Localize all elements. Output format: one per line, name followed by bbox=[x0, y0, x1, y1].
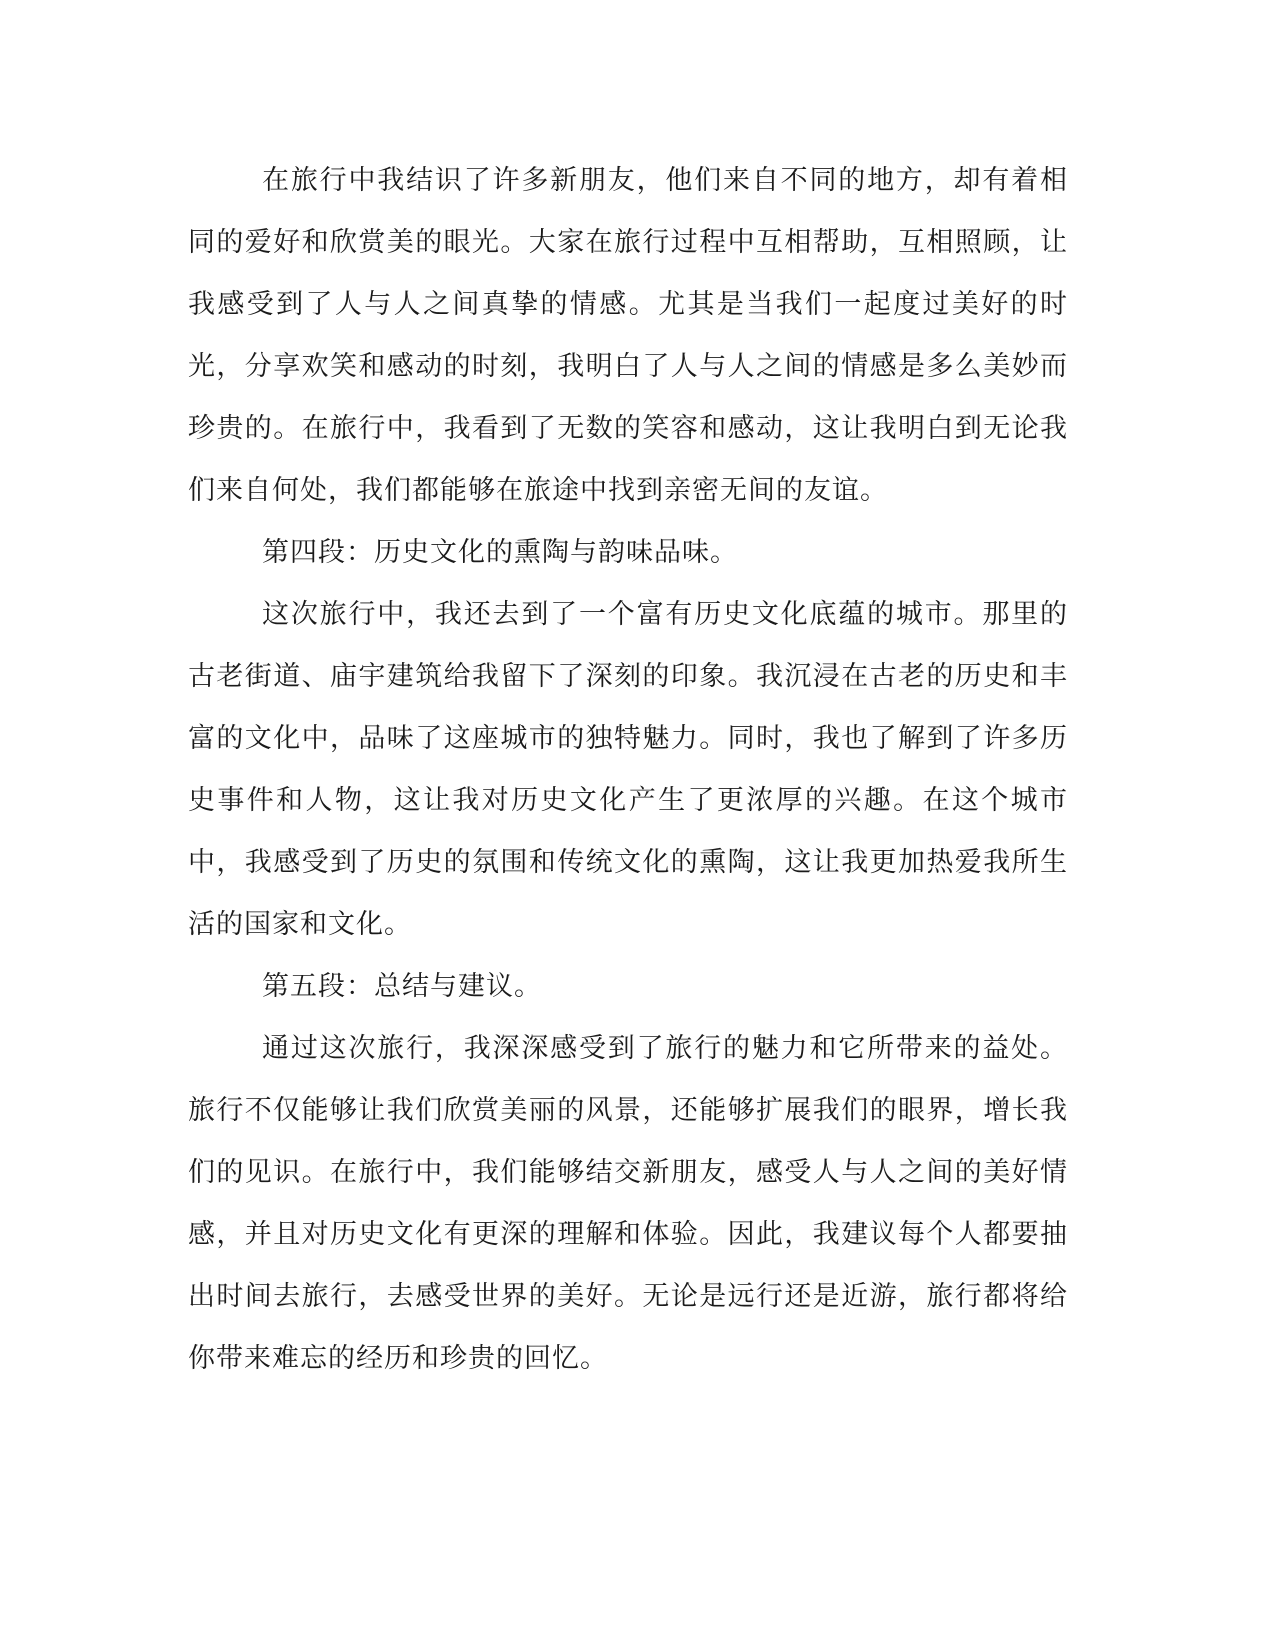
section-heading-four: 第四段：历史文化的熏陶与韵味品味。 bbox=[262, 537, 738, 568]
paragraph-history-culture: 这次旅行中，我还去到了一个富有历史文化底蕴的城市。那里的古老街道、庙宇建筑给我留下了深刻的印象。我沉浸在古老的历史和丰富的文化中，品味了这座城市的独特魅力。同时，我也了解到了许多历史事件和人物，这让我对历史文化产生了更浓厚的兴趣。在这个城市中，我感受到了历史的氛围和传统文化的熏陶，这让我更加热爱我所生活的国家和文化。 bbox=[188, 599, 1068, 940]
paragraph-summary: 通过这次旅行，我深深感受到了旅行的魅力和它所带来的益处。旅行不仅能够让我们欣赏美丽的风景，还能够扩展我们的眼界，增长我们的见识。在旅行中，我们能够结交新朋友，感受人与人之间的美好情感，并且对历史文化有更深的理解和体验。因此，我建议每个人都要抽出时间去旅行，去感受世界的美好。无论是远行还是近游，旅行都将给你带来难忘的经历和珍贵的回忆。 bbox=[188, 1033, 1068, 1374]
document-page bbox=[188, 150, 1068, 1390]
paragraph-friendship: 在旅行中我结识了许多新朋友，他们来自不同的地方，却有着相同的爱好和欣赏美的眼光。大家在旅行过程中互相帮助，互相照顾，让我感受到了人与人之间真挚的情感。尤其是当我们一起度过美好的时光，分享欢笑和感动的时刻，我明白了人与人之间的情感是多么美妙而珍贵的。在旅行中，我看到了无数的笑容和感动，这让我明白到无论我们来自何处，我们都能够在旅途中找到亲密无间的友谊。 bbox=[188, 165, 1068, 506]
section-heading-five: 第五段：总结与建议。 bbox=[262, 971, 542, 1002]
